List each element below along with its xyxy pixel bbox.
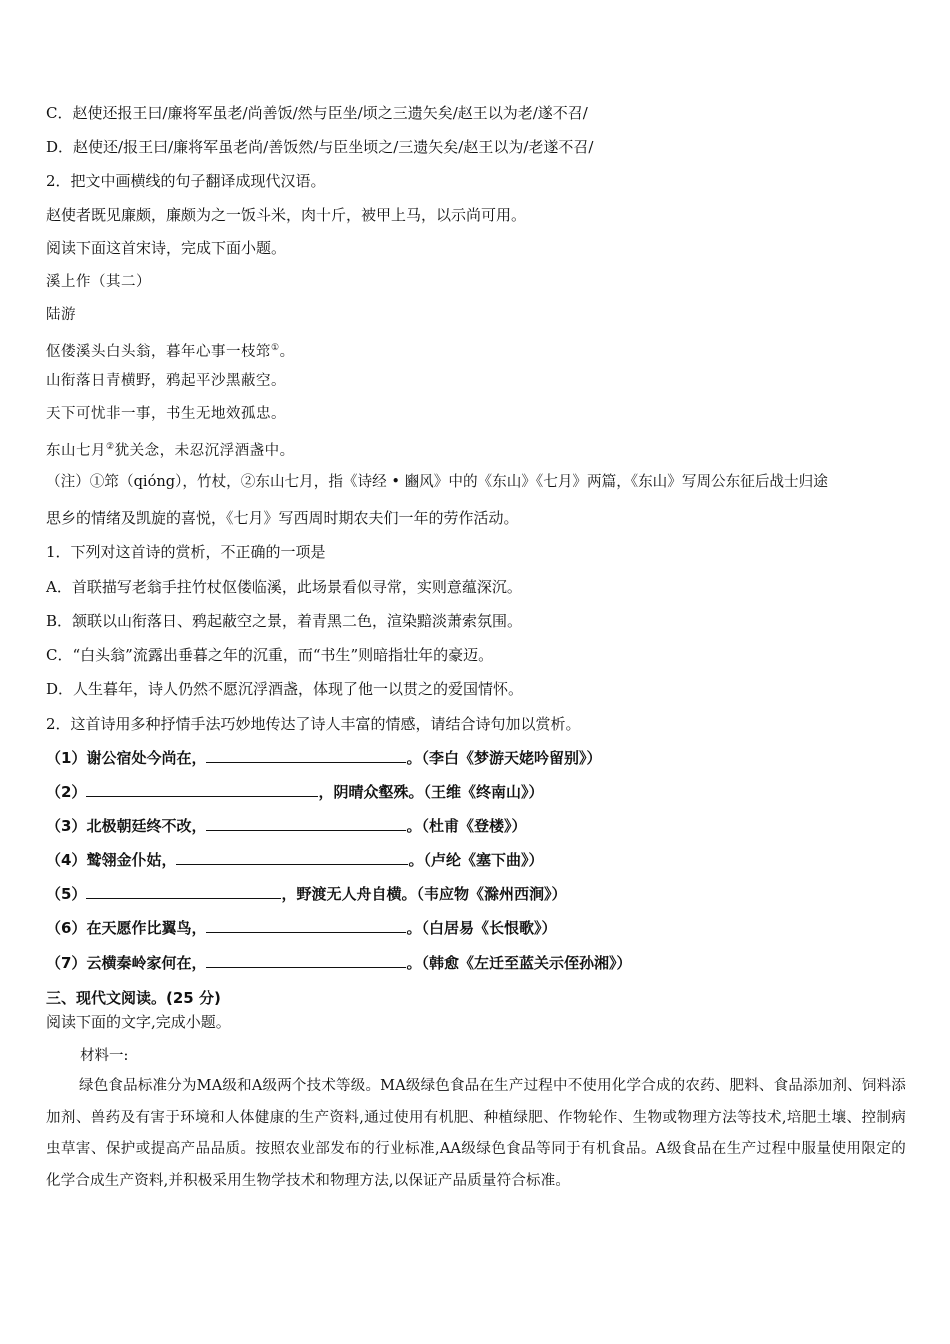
option-d: D．人生暮年，诗人仍然不愿沉浮酒盏，体现了他一以贯之的爱国情怀。 (46, 680, 524, 698)
fill-blank-6 (46, 918, 556, 938)
answer-blank[interactable] (206, 953, 406, 968)
blank-prefix: 云横秦岭家何在， (86, 954, 207, 972)
poem-line (46, 437, 295, 461)
blank-prefix: 北极朝廷终不改， (86, 817, 207, 835)
blank-number: （3） (46, 817, 87, 835)
poem-question-2: 2．这首诗用多种抒情手法巧妙地传达了诗人丰富的情感，请结合诗句加以赏析。 (46, 715, 581, 733)
fill-blank-2 (46, 782, 543, 802)
poem-annotation-cont: 思乡的情绪及凯旋的喜悦，《七月》写西周时期农夫们一年的劳作活动。 (46, 509, 519, 527)
answer-blank[interactable] (176, 850, 408, 865)
fill-blank-4 (46, 850, 543, 870)
fill-blank-1 (46, 748, 601, 768)
poem-title: 溪上作（其二） (46, 274, 151, 290)
blank-prefix: 在天愿作比翼鸟， (86, 919, 207, 937)
translation-sentence: 赵使者既见廉颇，廉颇为之一饭斗米，肉十斤，被甲上马，以示尚可用。 (46, 206, 527, 224)
footnote-marker: ① (271, 343, 280, 353)
blank-suffix: 。（韩愈《左迁至蓝关示侄孙湘》） (406, 954, 632, 972)
option-c: C．“白头翁”流露出垂暮之年的沉重，而“书生”则暗指壮年的豪迈。 (46, 646, 494, 664)
poem-line (46, 404, 286, 424)
answer-blank[interactable] (86, 884, 281, 899)
blank-suffix: 。（杜甫《登楼》） (406, 817, 527, 835)
blank-number: （6） (46, 919, 87, 937)
option-d-line: D．赵使还/报王曰/廉将军虽老尚/善饭然/与臣坐顷之/三遗矢矣/赵王以为/老遂不召/ (46, 138, 594, 156)
poem-text: 山衔落日青横野，鸦起平沙黑蔽空。 (46, 373, 286, 389)
poem-question-1: 1．下列对这首诗的赏析，不正确的一项是 (46, 543, 326, 561)
answer-blank[interactable] (206, 748, 406, 763)
option-b: B．颔联以山衔落日、鸦起蔽空之景，着青黑二色，渲染黯淡萧索氛围。 (46, 612, 523, 630)
blank-number: （7） (46, 954, 87, 972)
poem-annotation: （注）①筇（qióng），竹杖，②东山七月，指《诗经 • 豳风》中的《东山》《七月》两篇，《东山》写周公东征后战士归途 (46, 473, 828, 490)
section-instruction: 阅读下面的文字,完成小题。 (46, 1013, 231, 1031)
fill-blank-7 (46, 953, 631, 973)
poem-author: 陆游 (46, 307, 76, 323)
option-a: A．首联描写老翁手拄竹杖伛偻临溪，此场景看似寻常，实则意蕴深沉。 (46, 578, 522, 596)
blank-suffix: 。（白居易《长恨歌》） (406, 919, 557, 937)
blank-number: （4） (46, 851, 87, 869)
footnote-marker: ② (106, 442, 115, 452)
answer-blank[interactable] (86, 782, 318, 797)
poem-line (46, 371, 286, 391)
section-heading: 三、现代文阅读。(25 分) (46, 989, 221, 1007)
material-paragraph: 绿色食品标准分为MA级和A级两个技术等级。MA级绿色食品在生产过程中不使用化学合成的农药、肥料、食品添加剂、饲料添加剂、兽药及有害于环境和人体健康的生产资料,通过使用有机肥、种植绿肥、作物轮作、生物或物理方法等技术,培肥土壤、控制病虫草害、保护或提高产品品质。按照农业部发布的行业标准,AA级绿色食品等同于有机食品。A级食品在生产过程中服量使用限定的化学合成生产资料,并积极采用生物学技术和物理方法,以保证产品质量符合标准。 (46, 1078, 906, 1189)
answer-blank[interactable] (206, 816, 406, 831)
poem-text: 东山七月 (46, 442, 106, 459)
poem-line (46, 338, 295, 362)
poem-text: 。 (279, 343, 295, 360)
blank-suffix: ，阴晴众壑殊。（王维《终南山》） (318, 783, 544, 801)
fill-blank-5 (46, 884, 566, 904)
blank-suffix: 。（李白《梦游天姥吟留别》） (406, 749, 602, 767)
blank-prefix: 谢公宿处今尚在， (86, 749, 207, 767)
fill-blank-3 (46, 816, 526, 836)
blank-number: （5） (46, 885, 87, 903)
poem-text: 犹关念，未忍沉浮酒盏中。 (114, 442, 295, 459)
poem-intro: 阅读下面这首宋诗，完成下面小题。 (46, 239, 287, 257)
blank-suffix: 。（卢纶《塞下曲》） (408, 851, 544, 869)
translation-question: 2．把文中画横线的句子翻译成现代汉语。 (46, 172, 326, 190)
blank-number: （2） (46, 783, 87, 801)
blank-suffix: ，野渡无人舟自横。（韦应物《滁州西涧》） (281, 885, 567, 903)
blank-prefix: 鹫翎金仆姑， (86, 851, 177, 869)
blank-number: （1） (46, 749, 87, 767)
answer-blank[interactable] (206, 918, 406, 933)
poem-text: 天下可忧非一事，书生无地效孤忠。 (46, 406, 286, 422)
material-label: 材料一: (80, 1048, 129, 1064)
option-c-line: C．赵使还报王曰/廉将军虽老/尚善饭/然与臣坐/顷之三遗矢矣/赵王以为老/遂不召/ (46, 104, 588, 122)
poem-text: 伛偻溪头白头翁，暮年心事一枝筇 (46, 343, 271, 360)
